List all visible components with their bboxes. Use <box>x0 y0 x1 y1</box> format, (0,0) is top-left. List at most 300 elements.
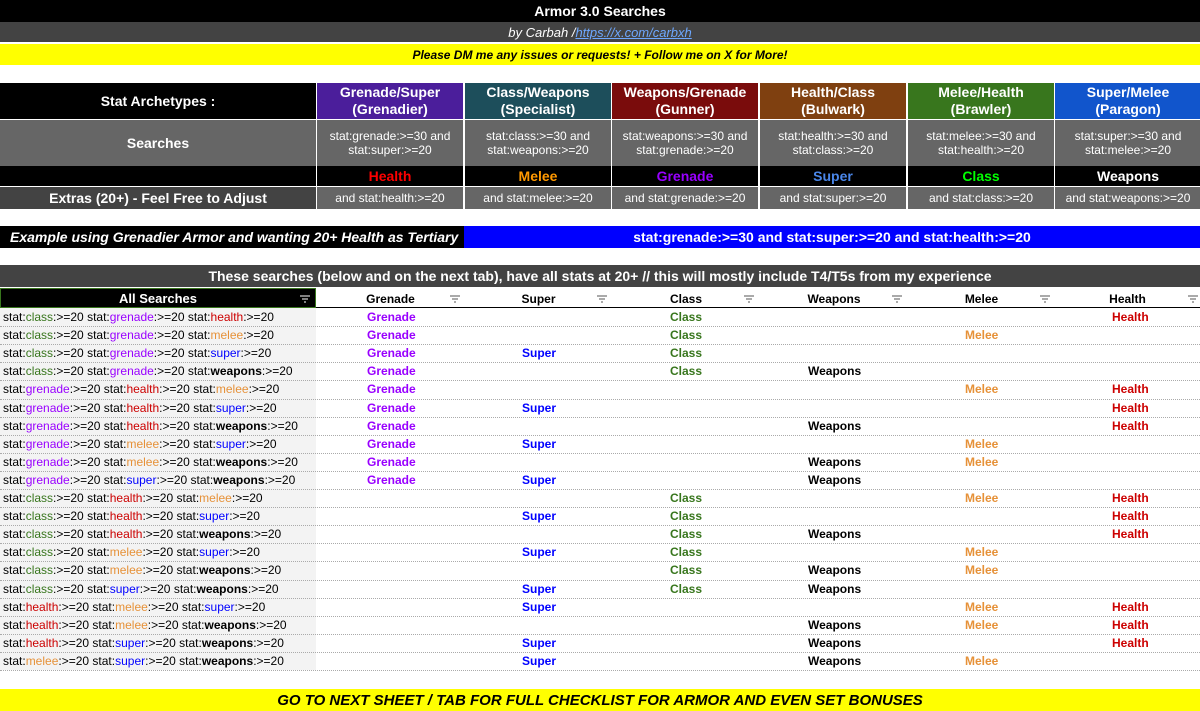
marker-class: Class <box>670 310 703 324</box>
search-string[interactable] <box>3 310 274 324</box>
stat-threshold: :>=20 <box>159 437 194 451</box>
stat-threshold: :>=20 <box>153 346 188 360</box>
row-separator <box>0 561 1200 562</box>
marker-class: Class <box>670 545 703 559</box>
marker-melee: Melee <box>965 545 999 559</box>
filter-icon[interactable] <box>300 295 310 303</box>
stat-threshold: :>=20 <box>145 654 180 668</box>
row-label-extras: Extras (20+) - Feel Free to Adjust <box>0 187 316 209</box>
stat-prefix: stat: <box>176 527 200 541</box>
marker-super: Super <box>522 401 557 415</box>
row-separator <box>0 399 1200 400</box>
stat-name-class: class <box>25 527 54 541</box>
stat-threshold: :>=20 <box>153 328 188 342</box>
stat-name-weapons: weapons <box>201 636 254 650</box>
stat-prefix: stat: <box>87 582 110 596</box>
stat-threshold: :>=20 <box>253 654 284 668</box>
search-string[interactable] <box>3 346 271 360</box>
archetype-subtitle: (Grenadier) <box>352 101 428 117</box>
marker-super: Super <box>522 346 557 360</box>
stat-prefix: stat: <box>87 509 110 523</box>
stat-threshold: :>=20 <box>255 618 287 632</box>
stat-name-grenade: grenade <box>25 455 70 469</box>
stat-prefix: stat: <box>92 618 116 632</box>
search-string[interactable] <box>3 491 263 505</box>
stat-prefix: stat: <box>87 328 110 342</box>
stat-name-super: super <box>199 545 230 559</box>
search-string[interactable] <box>3 328 274 342</box>
marker-class: Class <box>670 582 703 596</box>
stat-prefix: stat: <box>87 491 110 505</box>
stat-threshold: :>=20 <box>139 582 174 596</box>
stat-prefix: stat: <box>87 310 110 324</box>
marker-health: Health <box>1112 419 1149 433</box>
stat-prefix: stat: <box>3 618 26 632</box>
stat-prefix: stat: <box>173 582 197 596</box>
stat-threshold: :>=20 <box>264 473 296 487</box>
stat-threshold: :>=20 <box>142 563 177 577</box>
stat-prefix: stat: <box>179 636 202 650</box>
row-separator <box>0 525 1200 526</box>
stat-threshold: :>=20 <box>229 509 260 523</box>
marker-weapons: Weapons <box>808 419 862 433</box>
stat-prefix: stat: <box>3 509 26 523</box>
header-all-searches: All Searches <box>0 288 316 308</box>
stat-name-super: super <box>115 654 146 668</box>
stat-name-grenade: grenade <box>109 328 154 342</box>
row-separator <box>0 453 1200 454</box>
marker-melee: Melee <box>965 437 999 451</box>
stat-name-grenade: grenade <box>25 382 70 396</box>
stat-threshold: :>=20 <box>142 509 177 523</box>
stat-prefix: stat: <box>187 328 211 342</box>
archetype-subtitle: (Paragon) <box>1095 101 1161 117</box>
byline <box>0 22 1200 42</box>
archetype-subtitle: (Specialist) <box>500 101 576 117</box>
archetype-header <box>317 83 463 119</box>
stat-prefix: stat: <box>3 636 26 650</box>
stat-name-super: super <box>126 473 157 487</box>
header-class: Class <box>669 292 703 306</box>
stat-name-super: super <box>215 401 246 415</box>
stat-prefix: stat: <box>181 600 205 614</box>
extra-search[interactable]: and stat:melee:>=20 <box>465 187 611 209</box>
stat-prefix: stat: <box>3 491 26 505</box>
stat-prefix: stat: <box>176 491 200 505</box>
stat-name-class: class <box>25 509 54 523</box>
stat-name-super: super <box>199 509 230 523</box>
stat-prefix: stat: <box>3 600 26 614</box>
marker-grenade: Grenade <box>367 455 416 469</box>
stat-prefix: stat: <box>3 401 26 415</box>
archetype-header <box>465 83 611 119</box>
row-separator <box>0 598 1200 599</box>
stat-prefix: stat: <box>193 401 216 415</box>
stat-threshold: :>=20 <box>153 310 188 324</box>
filter-icon[interactable] <box>450 295 460 303</box>
stat-threshold: :>=20 <box>53 527 88 541</box>
stat-name-class: class <box>25 582 54 596</box>
stat-prefix: stat: <box>187 310 211 324</box>
marker-health: Health <box>1112 509 1149 523</box>
marker-grenade: Grenade <box>367 437 416 451</box>
stat-name-weapons: weapons <box>204 618 256 632</box>
stat-name-class: class <box>25 346 54 360</box>
marker-class: Class <box>670 491 703 505</box>
search-line-1: stat:class:>=30 and <box>485 129 591 143</box>
archetype-subtitle: (Gunner) <box>655 101 715 117</box>
row-label-searches: Searches <box>0 120 316 166</box>
marker-super: Super <box>522 509 557 523</box>
marker-weapons: Weapons <box>808 636 862 650</box>
stat-prefix: stat: <box>3 455 26 469</box>
stat-name-grenade: grenade <box>25 419 70 433</box>
footer-banner: GO TO NEXT SHEET / TAB FOR FULL CHECKLIST FOR ARMOR AND EVEN SET BONUSES <box>0 689 1200 711</box>
stat-prefix: stat: <box>190 473 214 487</box>
row-separator <box>0 344 1200 345</box>
stat-name-health: health <box>25 618 59 632</box>
extra-stat-label: Health <box>317 166 463 186</box>
stat-name-melee: melee <box>115 618 148 632</box>
marker-super: Super <box>522 545 557 559</box>
stat-threshold: :>=20 <box>234 600 266 614</box>
stat-prefix: stat: <box>3 346 26 360</box>
stat-threshold: :>=20 <box>53 563 88 577</box>
archetype-search[interactable] <box>1055 120 1200 166</box>
marker-health: Health <box>1112 401 1149 415</box>
stat-threshold: :>=20 <box>69 473 104 487</box>
extra-stat-label: Melee <box>465 166 611 186</box>
row-separator <box>0 616 1200 617</box>
stat-name-grenade: grenade <box>25 473 70 487</box>
stat-prefix: stat: <box>92 654 116 668</box>
stat-threshold: :>=20 <box>153 364 188 378</box>
search-string[interactable] <box>3 473 295 487</box>
marker-class: Class <box>670 527 703 541</box>
stat-threshold: :>=20 <box>142 527 177 541</box>
filter-icon[interactable] <box>744 295 754 303</box>
stat-prefix: stat: <box>103 473 127 487</box>
row-separator <box>0 380 1200 381</box>
marker-health: Health <box>1112 636 1149 650</box>
search-string[interactable] <box>3 437 277 451</box>
header-melee: Melee <box>964 292 999 306</box>
marker-grenade: Grenade <box>367 310 416 324</box>
stat-prefix: stat: <box>87 346 110 360</box>
archetype-header <box>908 83 1054 119</box>
marker-health: Health <box>1112 310 1149 324</box>
archetype-search[interactable] <box>612 120 758 166</box>
marker-class: Class <box>670 346 703 360</box>
stat-prefix: stat: <box>103 455 127 469</box>
stat-name-class: class <box>25 364 54 378</box>
stat-threshold: :>=20 <box>156 473 191 487</box>
row-separator <box>0 507 1200 508</box>
stat-prefix: stat: <box>176 545 200 559</box>
stat-name-health: health <box>109 527 143 541</box>
stat-threshold: :>=20 <box>147 618 182 632</box>
stat-name-health: health <box>126 382 160 396</box>
stat-threshold: :>=20 <box>53 346 88 360</box>
filter-icon[interactable] <box>1188 295 1198 303</box>
stat-name-melee: melee <box>25 654 59 668</box>
marker-super: Super <box>522 582 557 596</box>
search-string[interactable] <box>3 563 281 577</box>
stat-name-super: super <box>215 437 246 451</box>
stat-threshold: :>=20 <box>58 600 93 614</box>
search-string[interactable] <box>3 636 284 650</box>
stat-threshold: :>=20 <box>267 455 298 469</box>
stat-name-super: super <box>204 600 235 614</box>
byline-prefix: by Carbah / <box>508 24 576 40</box>
marker-grenade: Grenade <box>367 328 416 342</box>
extra-search[interactable]: and stat:super:>=20 <box>760 187 906 209</box>
marker-class: Class <box>670 509 703 523</box>
stat-threshold: :>=20 <box>147 600 182 614</box>
header-super: Super <box>521 292 556 306</box>
stat-name-weapons: weapons <box>196 582 248 596</box>
search-string[interactable] <box>3 545 260 559</box>
stat-name-weapons: weapons <box>199 563 251 577</box>
stat-prefix: stat: <box>193 437 216 451</box>
search-string[interactable] <box>3 401 277 415</box>
search-line-2: stat:weapons:>=20 <box>487 143 589 157</box>
stat-prefix: stat: <box>3 582 26 596</box>
marker-grenade: Grenade <box>367 401 416 415</box>
stat-threshold: :>=20 <box>145 636 180 650</box>
marker-melee: Melee <box>965 491 999 505</box>
stat-prefix: stat: <box>87 545 110 559</box>
stat-name-melee: melee <box>126 455 160 469</box>
archetype-name: Super/Melee <box>1086 84 1170 100</box>
stat-threshold: :>=20 <box>69 419 104 433</box>
example-label: Example using Grenadier Armor and wanting 20+ Health as Tertiary <box>0 226 464 248</box>
search-line-2: stat:health:>=20 <box>937 143 1025 157</box>
search-string[interactable] <box>3 600 265 614</box>
stat-name-weapons: weapons <box>210 364 262 378</box>
search-line-1: stat:super:>=30 and <box>1074 129 1182 143</box>
stat-threshold: :>=20 <box>142 545 177 559</box>
stat-prefix: stat: <box>87 364 110 378</box>
stat-name-class: class <box>25 563 54 577</box>
stat-prefix: stat: <box>103 437 127 451</box>
stat-name-health: health <box>126 401 160 415</box>
stat-threshold: :>=20 <box>229 545 260 559</box>
stat-prefix: stat: <box>3 382 26 396</box>
archetype-search[interactable] <box>465 120 611 166</box>
stat-prefix: stat: <box>193 419 216 433</box>
stat-prefix: stat: <box>3 437 26 451</box>
stat-threshold: :>=20 <box>248 382 280 396</box>
row-separator <box>0 634 1200 635</box>
stat-threshold: :>=20 <box>261 364 293 378</box>
marker-grenade: Grenade <box>367 382 416 396</box>
search-string[interactable] <box>3 654 284 668</box>
stat-name-weapons: weapons <box>215 419 268 433</box>
stat-name-super: super <box>115 636 146 650</box>
header-health: Health <box>1109 292 1146 306</box>
marker-weapons: Weapons <box>808 364 862 378</box>
marker-health: Health <box>1112 527 1149 541</box>
stat-name-health: health <box>126 419 160 433</box>
marker-class: Class <box>670 364 703 378</box>
stat-threshold: :>=20 <box>53 509 88 523</box>
marker-weapons: Weapons <box>808 582 862 596</box>
marker-melee: Melee <box>965 455 999 469</box>
stat-threshold: :>=20 <box>253 636 284 650</box>
search-line-2: stat:super:>=20 <box>348 143 432 157</box>
stat-prefix: stat: <box>181 618 205 632</box>
stat-name-grenade: grenade <box>109 310 154 324</box>
stat-name-weapons: weapons <box>213 473 265 487</box>
stat-prefix: stat: <box>3 419 26 433</box>
stat-name-grenade: grenade <box>25 401 70 415</box>
stat-name-super: super <box>109 582 140 596</box>
stat-prefix: stat: <box>92 636 116 650</box>
extra-search[interactable]: and stat:health:>=20 <box>317 187 463 209</box>
filter-icon[interactable] <box>892 295 902 303</box>
archetype-name: Melee/Health <box>938 84 1024 100</box>
header-weapons: Weapons <box>807 292 861 306</box>
row-separator <box>0 543 1200 544</box>
stat-name-melee: melee <box>126 437 160 451</box>
marker-health: Health <box>1112 600 1149 614</box>
archetype-header <box>760 83 906 119</box>
example-query[interactable]: stat:grenade:>=30 and stat:super:>=20 and stat:health:>=20 <box>464 226 1200 248</box>
marker-weapons: Weapons <box>808 455 862 469</box>
row-separator <box>0 471 1200 472</box>
archetype-name: Weapons/Grenade <box>623 84 747 100</box>
stat-threshold: :>=20 <box>53 582 88 596</box>
row-label-spacer <box>0 166 316 186</box>
stat-name-health: health <box>25 600 59 614</box>
extra-search[interactable]: and stat:class:>=20 <box>908 187 1054 209</box>
stat-name-grenade: grenade <box>25 437 70 451</box>
marker-grenade: Grenade <box>367 473 416 487</box>
filter-icon[interactable] <box>1040 295 1050 303</box>
stat-threshold: :>=20 <box>69 382 104 396</box>
stat-threshold: :>=20 <box>53 491 88 505</box>
row-label-archetypes: Stat Archetypes : <box>0 83 316 119</box>
stat-threshold: :>=20 <box>69 437 104 451</box>
stat-name-weapons: weapons <box>215 455 268 469</box>
stat-threshold: :>=20 <box>53 328 88 342</box>
search-string[interactable] <box>3 455 298 469</box>
stat-prefix: stat: <box>3 310 26 324</box>
stat-name-class: class <box>25 491 54 505</box>
stat-prefix: stat: <box>3 563 26 577</box>
extra-stat-label: Class <box>908 166 1054 186</box>
stat-name-health: health <box>25 636 59 650</box>
search-string[interactable] <box>3 582 279 596</box>
archetype-search[interactable] <box>908 120 1054 166</box>
search-line-1: stat:health:>=30 and <box>778 129 888 143</box>
marker-melee: Melee <box>965 600 999 614</box>
stat-name-weapons: weapons <box>199 527 251 541</box>
archetype-name: Grenade/Super <box>339 84 441 100</box>
search-line-1: stat:melee:>=30 and <box>926 129 1036 143</box>
stat-name-melee: melee <box>109 563 143 577</box>
marker-super: Super <box>522 473 557 487</box>
stat-prefix: stat: <box>103 401 127 415</box>
archetype-subtitle: (Bulwark) <box>801 101 865 117</box>
search-string[interactable] <box>3 527 281 541</box>
extra-stat-label: Grenade <box>612 166 758 186</box>
stat-name-melee: melee <box>215 382 249 396</box>
marker-super: Super <box>522 636 557 650</box>
search-line-2: stat:melee:>=20 <box>1084 143 1172 157</box>
search-string[interactable] <box>3 419 298 433</box>
filter-icon[interactable] <box>597 295 607 303</box>
marker-grenade: Grenade <box>367 346 416 360</box>
stat-name-class: class <box>25 310 54 324</box>
stat-threshold: :>=20 <box>250 527 282 541</box>
extra-search[interactable]: and stat:weapons:>=20 <box>1055 187 1200 209</box>
stat-prefix: stat: <box>187 364 211 378</box>
search-string[interactable] <box>3 618 287 632</box>
search-line-1: stat:weapons:>=30 and <box>622 129 748 143</box>
marker-melee: Melee <box>965 563 999 577</box>
search-string[interactable] <box>3 382 279 396</box>
stat-threshold: :>=20 <box>69 401 104 415</box>
marker-grenade: Grenade <box>367 419 416 433</box>
marker-health: Health <box>1112 382 1149 396</box>
archetype-search[interactable] <box>317 120 463 166</box>
marker-super: Super <box>522 600 557 614</box>
stat-threshold: :>=20 <box>58 618 93 632</box>
marker-melee: Melee <box>965 382 999 396</box>
marker-weapons: Weapons <box>808 473 862 487</box>
stat-threshold: :>=20 <box>159 455 194 469</box>
stat-prefix: stat: <box>3 545 26 559</box>
searches-banner: These searches (below and on the next tab), have all stats at 20+ // this will mostly include T4/T5s from my experience <box>0 265 1200 287</box>
extra-search[interactable]: and stat:grenade:>=20 <box>612 187 758 209</box>
stat-threshold: :>=20 <box>245 401 277 415</box>
stat-name-melee: melee <box>109 545 143 559</box>
archetype-header <box>1055 83 1200 119</box>
author-link[interactable]: https://x.com/carbxh <box>575 24 692 40</box>
row-separator <box>0 417 1200 418</box>
stat-threshold: :>=20 <box>53 545 88 559</box>
marker-super: Super <box>522 437 557 451</box>
archetype-name: Health/Class <box>790 84 876 100</box>
stat-threshold: :>=20 <box>245 437 277 451</box>
search-string[interactable] <box>3 509 260 523</box>
stat-prefix: stat: <box>3 328 26 342</box>
extra-stat-label: Super <box>760 166 906 186</box>
stat-threshold: :>=20 <box>58 636 93 650</box>
search-string[interactable] <box>3 364 293 378</box>
stat-prefix: stat: <box>103 382 127 396</box>
row-separator <box>0 670 1200 671</box>
stat-prefix: stat: <box>3 364 26 378</box>
stat-name-class: class <box>25 328 54 342</box>
marker-melee: Melee <box>965 618 999 632</box>
archetype-search[interactable] <box>760 120 906 166</box>
stat-threshold: :>=20 <box>159 382 194 396</box>
stat-name-grenade: grenade <box>109 364 154 378</box>
page-title: Armor 3.0 Searches <box>0 0 1200 22</box>
row-separator <box>0 580 1200 581</box>
stat-name-super: super <box>210 346 241 360</box>
stat-prefix: stat: <box>3 473 26 487</box>
stat-prefix: stat: <box>176 563 200 577</box>
row-separator <box>0 435 1200 436</box>
stat-name-melee: melee <box>199 491 232 505</box>
row-separator <box>0 326 1200 327</box>
stat-threshold: :>=20 <box>240 346 272 360</box>
stat-threshold: :>=20 <box>250 563 282 577</box>
